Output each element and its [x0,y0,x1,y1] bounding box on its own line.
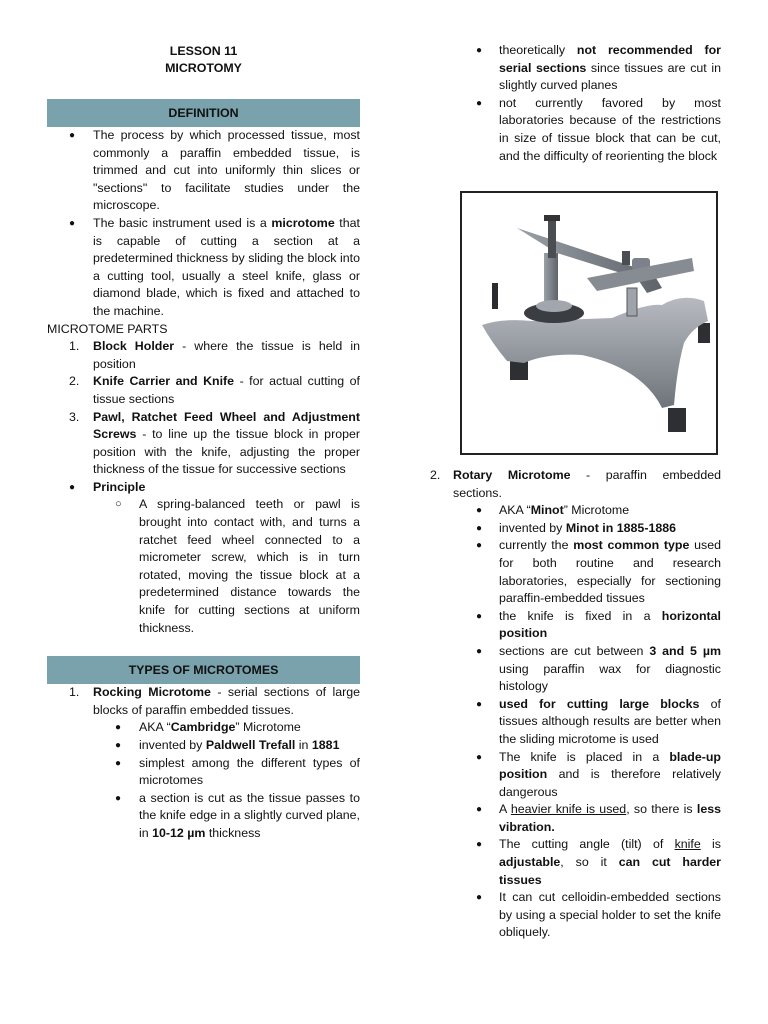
part-item: 2. Knife Carrier and Knife - for actual cutting of tissue sections [69,374,360,406]
foot [698,323,710,343]
rotary-common: ● currently the most common type used for both routine and research laboratories, especially for sectioning paraffin-embedded tissues [430,537,721,607]
rocking-simplest: ● simplest among the different types of microtomes [47,755,360,790]
adjustment-screw [548,218,556,258]
part-item: 3. Pawl, Ratchet Feed Wheel and Adjustment Screws - to line up the tissue block in proper position with the knife, adjusting the proper thickness of the tissue for successive sections [69,409,360,477]
foot [668,408,686,432]
types-heading: TYPES OF MICROTOMES [47,656,360,684]
right-column-lower [430,467,721,942]
right-column [430,42,721,165]
lesson-title [47,43,360,77]
microtome-photo [460,191,718,455]
rotary-details [430,502,721,942]
definition-list [47,127,360,321]
rotary-knife: ● the knife is fixed in a horizontal position [430,608,721,643]
parts-heading: MICROTOME PARTS [47,321,168,336]
rocking-details [47,719,360,842]
block-holder-top [536,300,572,312]
knob [622,251,630,265]
definition-heading: DEFINITION [47,99,360,127]
principle-list [47,479,360,637]
rocking-aka: ● AKA “Cambridge” Microtome [47,719,360,737]
base [482,298,708,408]
rocking-inventor: ● invented by Paldwell Trefall in 1881 [47,737,360,755]
left-column [47,0,360,843]
rotary-cut: ● sections are cut between 3 and 5 µm using paraffin wax for diagnostic histology [430,643,721,696]
rocking-details-cont [430,42,721,165]
rotary-angle: ● The cutting angle (tilt) of knife is adjustable, so it can cut harder tissues [430,836,721,889]
rocking-section: ● a section is cut as the tissue passes to the knife edge in a slightly curved plane, in 10-12 µm thickness [47,790,360,843]
rocking-favored: ● not currently favored by most laboratories because of the restrictions in size of tissue block that can be cut, and the difficulty of reorienting the block [430,95,721,165]
principle-text: ○ A spring-balanced teeth or pawl is brought into contact with, and turns a ratchet feed wheel connected to a micrometer screw, which is in turn rotated, moving the tissue block at a predetermined distance towards the knife for cutting sections at uniform thickness. [47,496,360,637]
rotary-celloidin: ● It can cut celloidin-embedded sections by using a special holder to set the knife obliquely. [430,889,721,942]
rotary-aka: ● AKA “Minot” Microtome [430,502,721,520]
types-list-left [47,684,360,719]
rotary-inventor: ● invented by Minot in 1885-1886 [430,520,721,538]
rocking-microtome-item: 1. Rocking Microtome - serial sections of large blocks of paraffin embedded tissues. [69,685,360,717]
lesson-number: LESSON 11 [169,44,238,58]
microtome-illustration [462,193,716,453]
spring [627,288,637,316]
definition-bullet: ● The process by which processed tissue, most commonly a paraffin embedded tissue, is trimmed and cut into uniformly thin slices or "sections" to facilitate studies under the microscope. [47,127,360,215]
rotary-heavy: ● A heavier knife is used, so there is less vibration. [430,801,721,836]
handle [492,283,498,309]
types-list-right [430,467,721,502]
parts-list [47,338,360,479]
part-item: 1. Block Holder - where the tissue is held in position [69,339,360,371]
lesson-topic: MICROTOMY [165,61,242,75]
screw-cap [544,215,560,221]
rocking-theory: ● theoretically not recommended for serial sections since tissues are cut in slightly curved planes [430,42,721,95]
rotary-blade: ● The knife is placed in a blade-up position and is therefore relatively dangerous [430,749,721,802]
rotary-large: ● used for cutting large blocks of tissues although results are better when the sliding microtome is used [430,696,721,749]
definition-bullet: ● The basic instrument used is a microtome that is capable of cutting a section at a predetermined thickness by sliding the block into a cutting tool, usually a steel knife, glass or diamond blade, which is fixed and attached to the machine. [47,215,360,321]
principle-label: ● Principle [47,479,360,497]
rotary-microtome-item: 2. Rotary Microtome - paraffin embedded sections. [430,468,721,500]
